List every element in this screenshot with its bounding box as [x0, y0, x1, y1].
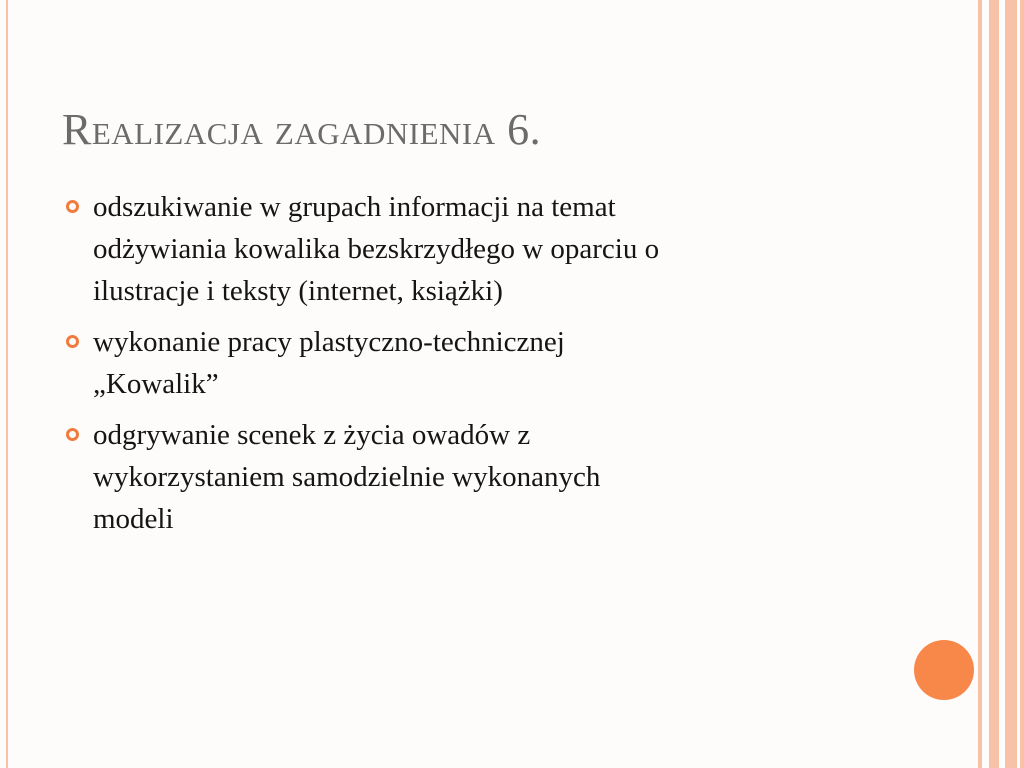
bullet-line: odgrywanie scenek z życia owadów z	[93, 419, 531, 451]
left-frame-line	[6, 0, 8, 768]
bullet-line: odszukiwanie w grupach informacji na temat	[93, 191, 616, 223]
ring-bullet-icon	[66, 428, 79, 441]
bullet-line: odżywiania kowalika bezskrzydłego w oparciu o	[93, 233, 660, 265]
right-frame-stripe	[978, 0, 982, 768]
bullet-line: modeli	[93, 503, 174, 535]
right-frame-stripe	[989, 0, 999, 768]
orange-circle-icon	[914, 640, 974, 700]
bullet-item	[62, 321, 922, 405]
bullet-line: ilustracje i teksty (internet, książki)	[93, 275, 503, 307]
ring-bullet-icon	[66, 200, 79, 213]
bullet-line: wykorzystaniem samodzielnie wykonanych	[93, 461, 601, 493]
bullet-line: „Kowalik”	[93, 368, 219, 400]
ring-bullet-icon	[66, 335, 79, 348]
bullet-item	[62, 186, 922, 312]
bullet-item	[62, 414, 922, 540]
bullet-line: wykonanie pracy plastyczno-technicznej	[93, 326, 565, 358]
slide-title: Realizacja zagadnienia 6.	[62, 105, 542, 154]
right-frame-stripe	[1020, 0, 1024, 768]
bullet-list	[62, 186, 922, 549]
right-frame-stripe	[1005, 0, 1017, 768]
